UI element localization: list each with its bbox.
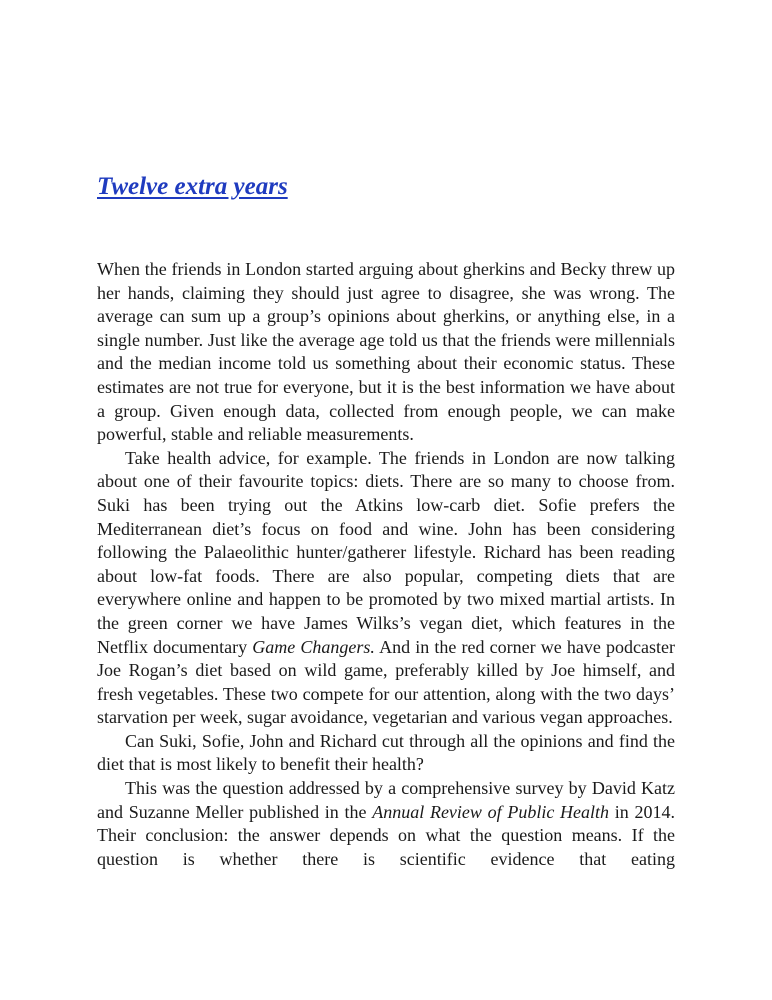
paragraph-2-text-part-2: And in the red corner we have podcaster Joe Rogan’s diet based on wild game, preferably killed by Joe himself, and fresh vegetables. These two compete for our attention, along with the two days’ starvation per week, sugar avoidance, vegetarian and various vegan approaches.: [97, 636, 676, 728]
paragraph-1: When the friends in London started arguing about gherkins and Becky threw up her hands, claiming they should just agree to disagree, she was wrong. The average can sum up a group’s opinions about gherkins, or anything else, in a single number. Just like the average age told us that the friends were millennials and the median income told us something about their economic status. These estimates are not true for everyone, but it is the best information we have about a group. Given enough data, collected from enough people, we can make powerful, stable and reliable measurements.: [97, 259, 675, 445]
paragraph-4: [97, 777, 675, 871]
paragraph-4-text-part-2: in 2014. Their conclusion: the answer depends on what the question means. If the question is whether there is scientific evidence that eating: [97, 801, 675, 869]
paragraph-4-italic-journal: Annual Review of Public Health: [372, 801, 610, 822]
chapter-title-link[interactable]: Twelve extra years: [97, 173, 288, 200]
paragraph-4-text-part-1: This was the question addressed by a comprehensive survey by David Katz and Suzanne Meller published in the: [97, 778, 675, 822]
body-text: [97, 258, 675, 871]
paragraph-2: [97, 447, 675, 730]
paragraph-3: Can Suki, Sofie, John and Richard cut through all the opinions and find the diet that is most likely to benefit their health?: [97, 730, 675, 775]
paragraph-2-italic-title: Game Changers.: [252, 636, 375, 657]
paragraph-2-text-part-1: Take health advice, for example. The friends in London are now talking about one of their favourite topics: diets. There are so many to choose from. Suki has been trying out the Atkins low-carb diet. Sofie prefers the Mediterranean diet’s focus on food and wine. John has been considering following the Palaeolithic hunter/gatherer lifestyle. Richard has been reading about low-fat foods. There are also popular, competing diets that are everywhere online and happen to be promoted by two mixed martial artists. In the green corner we have James Wilks’s vegan diet, which features in the Netflix documentary: [97, 447, 675, 657]
